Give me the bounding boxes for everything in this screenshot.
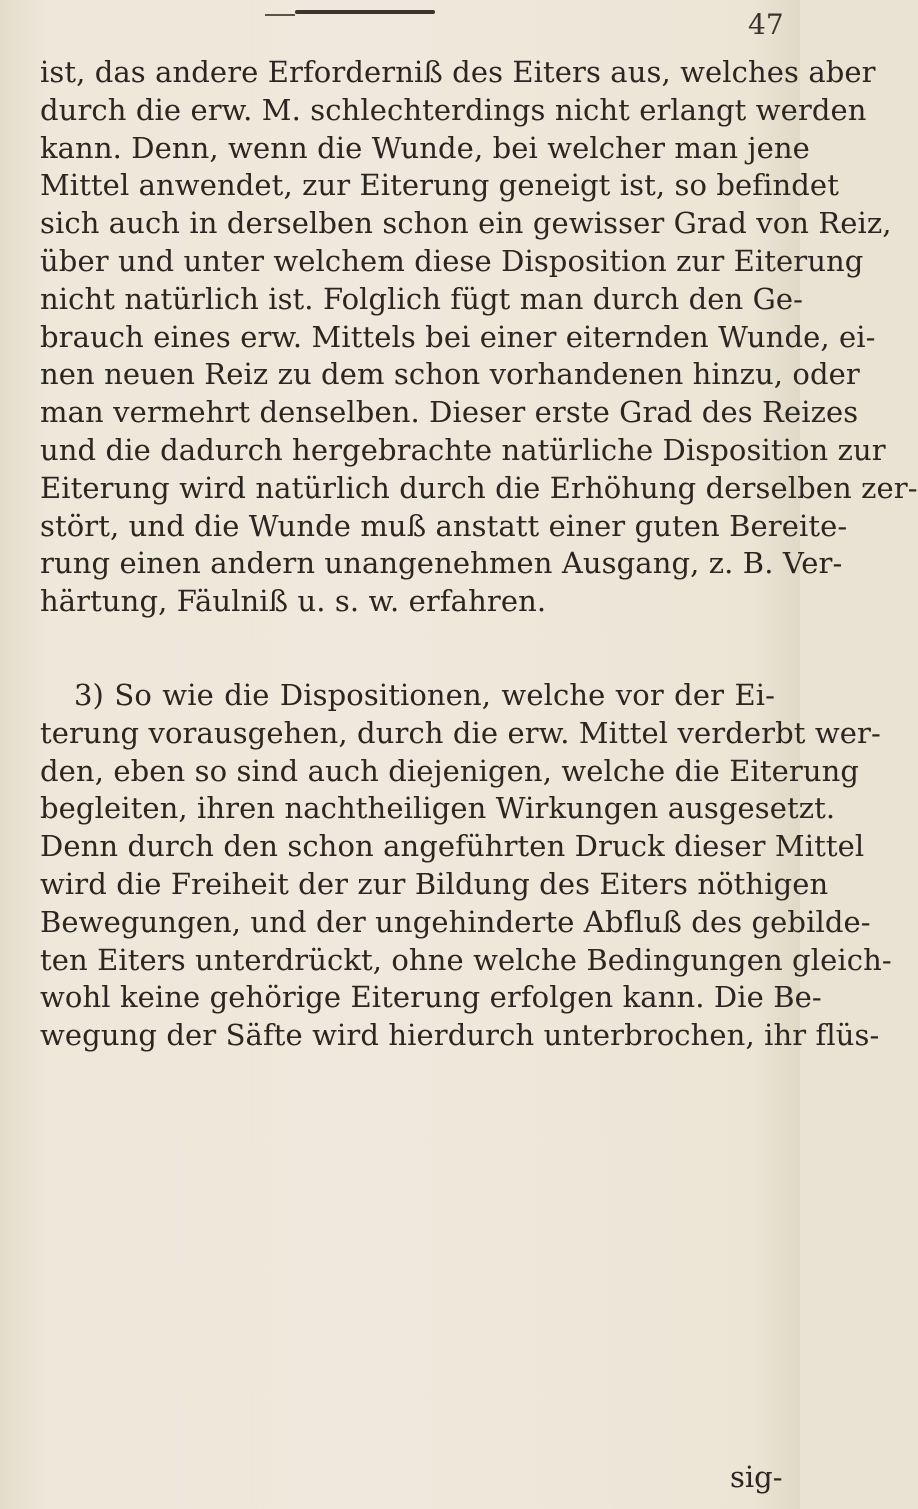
header-rule [295,10,435,14]
text-line: Denn durch den schon angeführten Druck dieser Mittel [40,829,865,864]
paragraph-gap [40,621,775,677]
header-rule-thin [265,14,295,16]
text-line: über und unter welchem diese Disposition zur Eiterung [40,243,864,278]
text-line: stört, und die Wunde muß anstatt einer guten Bereite- [40,508,848,543]
text-line: terung vorausgehen, durch die erw. Mittel verderbt wer- [40,715,881,750]
text-line: Mittel anwendet, zur Eiterung geneigt ist, so befindet [40,168,839,203]
text-line: Eiterung wird natürlich durch die Erhöhung derselben zer- [40,470,918,505]
text-line: sich auch in derselben schon ein gewisser Grad von Reiz, [40,206,892,241]
text-line: begleiten, ihren nachtheiligen Wirkungen ausgesetzt. [40,791,836,826]
text-line: und die dadurch hergebrachte natürliche Disposition zur [40,432,886,467]
paragraph-1 [40,54,918,621]
text-line: wohl keine gehörige Eiterung erfolgen kann. Die Be- [40,980,822,1015]
text-line: 3) So wie die Dispositionen, welche vor der Ei- [74,677,775,712]
text-line: durch die erw. M. schlechterdings nicht erlangt werden [40,92,867,127]
text-line: rung einen andern unangenehmen Ausgang, z. B. Ver- [40,546,843,581]
text-line: Bewegungen, und der ungehinderte Abfluß des gebilde- [40,904,871,939]
text-line: kann. Denn, wenn die Wunde, bei welcher man jene [40,130,810,165]
text-line: den, eben so sind auch diejenigen, welche die Eiterung [40,753,860,788]
text-line: nen neuen Reiz zu dem schon vorhandenen hinzu, oder [40,357,860,392]
page-number: 47 [748,8,784,41]
body-text [40,54,918,1055]
text-line: brauch eines erw. Mittels bei einer eiternden Wunde, ei- [40,319,876,354]
catchword: sig- [730,1460,783,1494]
text-line: man vermehrt denselben. Dieser erste Grad des Reizes [40,395,859,430]
text-line: härtung, Fäulniß u. s. w. erfahren. [40,584,547,619]
paragraph-2 [40,677,892,1055]
text-line: nicht natürlich ist. Folglich fügt man durch den Ge- [40,281,804,316]
text-line: wegung der Säfte wird hierdurch unterbrochen, ihr flüs- [40,1018,880,1053]
text-line: ten Eiters unterdrückt, ohne welche Bedingungen gleich- [40,942,892,977]
text-line: ist, das andere Erforderniß des Eiters aus, welches aber [40,55,876,89]
text-line: wird die Freiheit der zur Bildung des Eiters nöthigen [40,866,829,901]
